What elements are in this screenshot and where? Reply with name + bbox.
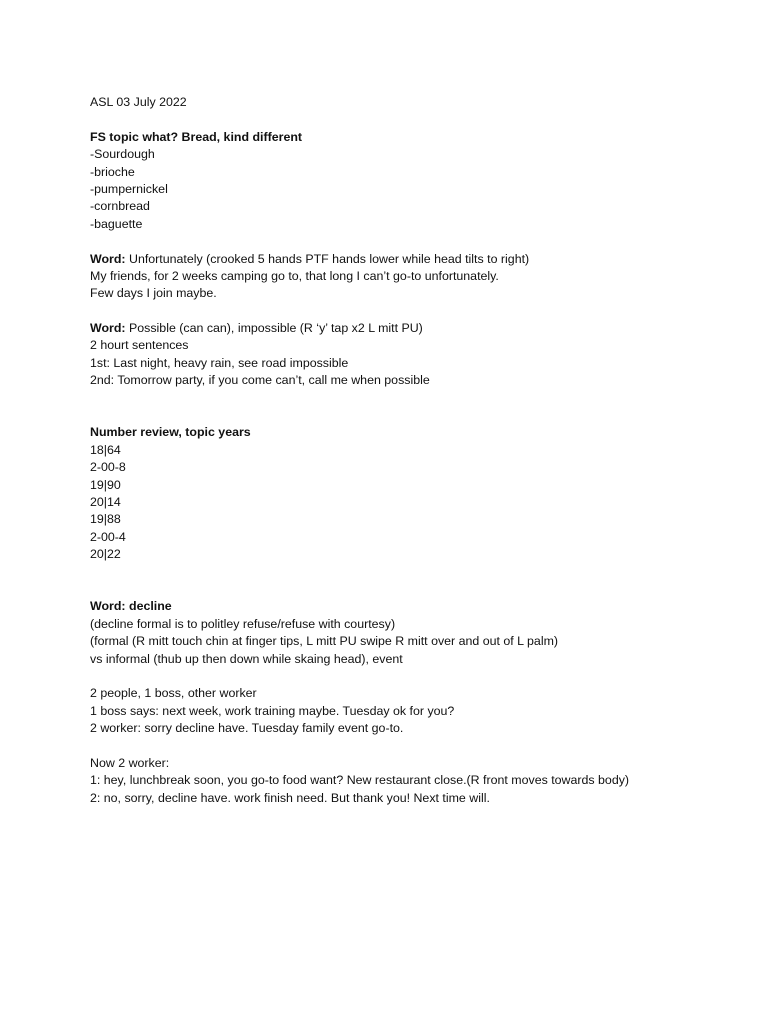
spacer <box>90 407 730 424</box>
fs-topic-item: -brioche <box>90 164 135 179</box>
word-definition: Possible (can can), impossible (R ‘y’ tap x2 L mitt PU) <box>125 321 423 336</box>
word-possible-definition <box>90 320 730 337</box>
fs-topic-heading: FS topic what? Bread, kind different <box>90 129 303 144</box>
spacer <box>90 737 730 754</box>
example-line: My friends, for 2 weeks camping go to, that long I can’t go-to unfortunately. <box>90 268 499 283</box>
example-line: Few days I join maybe. <box>90 286 217 301</box>
spacer <box>90 581 730 598</box>
number-item: 19|90 <box>90 477 121 492</box>
spacer <box>90 303 730 320</box>
number-item: 20|22 <box>90 547 121 562</box>
document-page <box>90 94 730 807</box>
fs-topic-item: -cornbread <box>90 199 150 214</box>
spacer <box>90 233 730 250</box>
number-item: 18|64 <box>90 442 121 457</box>
number-review-heading: Number review, topic years <box>90 425 251 440</box>
decline-note: vs informal (thub up then down while skaing head), event <box>90 651 403 666</box>
word-decline-heading: Word: decline <box>90 599 172 614</box>
spacer <box>90 390 730 407</box>
spacer <box>90 111 730 128</box>
decline-note: (decline formal is to politley refuse/refuse with courtesy) <box>90 616 396 631</box>
dialogue-line: Now 2 worker: <box>90 755 170 770</box>
word-unfortunately-definition <box>90 251 730 268</box>
document-title: ASL 03 July 2022 <box>90 95 187 109</box>
word-label: Word: <box>90 321 126 336</box>
number-item: 2-00-4 <box>90 529 126 544</box>
dialogue-line: 1: hey, lunchbreak soon, you go-to food want? New restaurant close.(R front moves towards body) <box>90 773 630 788</box>
decline-note: (formal (R mitt touch chin at finger tips, L mitt PU swipe R mitt over and out of L palm) <box>90 634 559 649</box>
example-line: 2 hourt sentences <box>90 338 189 353</box>
fs-topic-item: -Sourdough <box>90 147 155 162</box>
example-line: 1st: Last night, heavy rain, see road impossible <box>90 355 349 370</box>
dialogue-line: 2 people, 1 boss, other worker <box>90 686 257 701</box>
dialogue-line: 2: no, sorry, decline have. work finish need. But thank you! Next time will. <box>90 790 490 805</box>
fs-topic-item: -baguette <box>90 216 143 231</box>
dialogue-line: 1 boss says: next week, work training maybe. Tuesday ok for you? <box>90 703 455 718</box>
dialogue-line: 2 worker: sorry decline have. Tuesday family event go-to. <box>90 721 404 736</box>
number-item: 19|88 <box>90 512 121 527</box>
word-definition: Unfortunately (crooked 5 hands PTF hands lower while head tilts to right) <box>125 251 530 266</box>
example-line: 2nd: Tomorrow party, if you come can’t, call me when possible <box>90 373 430 388</box>
fs-topic-item: -pumpernickel <box>90 181 168 196</box>
spacer <box>90 564 730 581</box>
number-item: 2-00-8 <box>90 460 126 475</box>
number-item: 20|14 <box>90 494 121 509</box>
spacer <box>90 668 730 685</box>
word-label: Word: <box>90 251 126 266</box>
